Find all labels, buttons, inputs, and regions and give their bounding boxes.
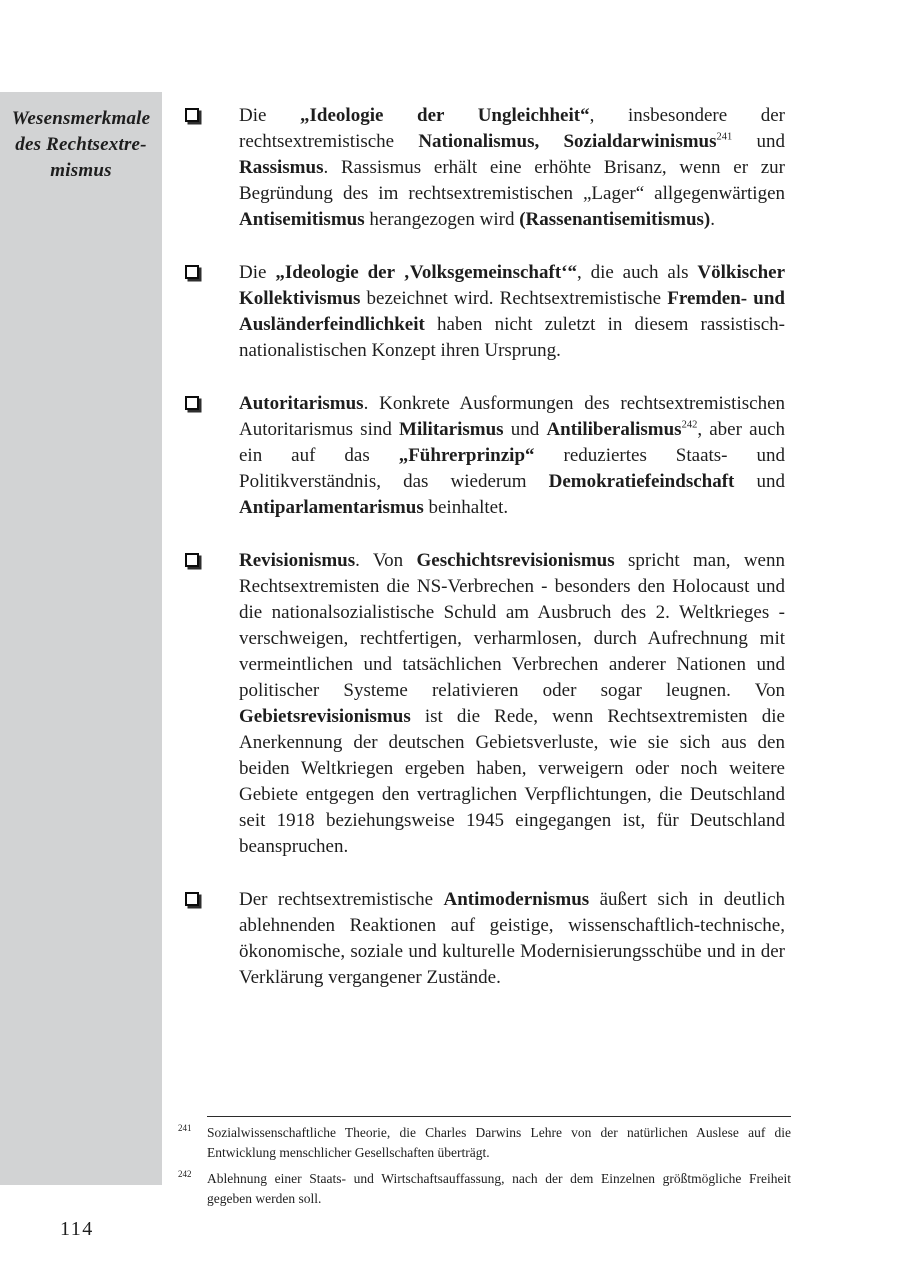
- bullet-paragraph: [239, 391, 785, 521]
- body-text: äußert sich in deutlich ablehnenden Reaktionen auf geistige, wissenschaftlich-technische, ökonomische, soziale und kulturelle Modernisierungsschübe und in der Verklärung vergangener Zustände.: [239, 889, 786, 988]
- margin-label: [0, 92, 162, 184]
- body-text: , aber auch ein auf das: [239, 419, 786, 466]
- emphasis-text: (Rassenantisemitismus): [519, 209, 711, 230]
- bullet-item: [185, 391, 790, 521]
- margin-label-line: mismus: [50, 160, 112, 181]
- body-text: . Rassismus erhält eine erhöhte Brisanz, wenn er zur Begründung des im rechtsextremistischen „Lager“ allgegenwärtigen: [239, 157, 785, 204]
- bullet-item: [185, 548, 790, 860]
- emphasis-text: Militarismus: [399, 419, 504, 440]
- emphasis-text: Fremden- und Ausländerfeindlichkeit: [239, 288, 785, 335]
- body-text: , die auch als: [576, 262, 698, 283]
- emphasis-text: Autoritarismus: [239, 393, 364, 414]
- emphasis-text: Antiparlamentarismus: [239, 497, 424, 518]
- bullet-paragraph: [239, 887, 785, 991]
- bullet-item: [185, 887, 790, 991]
- emphasis-text: Völkischer Kollektivismus: [239, 262, 786, 309]
- checkbox-bullet-icon: [185, 108, 199, 122]
- body-text: und: [503, 419, 547, 440]
- body-text: haben nicht zuletzt in diesem rassistisch-nationalistischen Konzept ihren Ursprung.: [239, 314, 785, 361]
- body-text: Die: [239, 105, 301, 126]
- emphasis-text: Antiliberalismus: [546, 419, 682, 440]
- emphasis-text: Revisionismus: [239, 550, 356, 571]
- emphasis-text: Gebietsrevisionismus: [239, 706, 411, 727]
- margin-label-line: des Rechtsextre-: [15, 134, 147, 155]
- body-text: und: [734, 471, 785, 492]
- bullet-list: [185, 103, 790, 1018]
- footnote-list: [178, 1123, 791, 1209]
- body-text: und: [732, 131, 785, 152]
- footnote-text: Sozialwissenschaftliche Theorie, die Charles Darwins Lehre von der natürlichen Auslese auf die Entwicklung menschlicher Gesellschaften überträgt.: [207, 1125, 791, 1160]
- checkbox-bullet-icon: [185, 892, 199, 906]
- bullet-item: [185, 260, 790, 364]
- checkbox-bullet-icon: [185, 265, 199, 279]
- emphasis-text: Antimodernismus: [443, 889, 590, 910]
- body-text: [539, 131, 563, 152]
- body-text: bezeichnet wird. Rechtsextremistische: [360, 288, 668, 309]
- bullet-paragraph: [239, 548, 785, 860]
- footnote-reference: 241: [716, 131, 733, 143]
- emphasis-text: Rassismus: [239, 157, 324, 178]
- emphasis-text: „Ideologie der Ungleichheit“: [300, 105, 590, 126]
- footnote-item: [178, 1169, 791, 1209]
- bullet-paragraph: [239, 103, 785, 233]
- body-text: , insbesondere der rechtsextremistische: [239, 105, 785, 152]
- body-text: . Konkrete Ausformungen des rechtsextremistischen Autoritarismus sind: [239, 393, 785, 440]
- footnote-divider: [207, 1116, 791, 1117]
- emphasis-text: Demokratiefeindschaft: [548, 471, 735, 492]
- body-text: ist die Rede, wenn Rechtsextremisten die Anerkennung der deutschen Gebietsverluste, wie sie sich aus den beiden Weltkriegen ergeben haben, verweigern oder noch weitere Gebiete entgegen den vertraglichen Verpflichtungen, die Deutschland seit 1918 beziehungsweise 1945 eingegangen ist, für Deutschland beanspruchen.: [239, 706, 785, 857]
- body-text: herangezogen wird: [364, 209, 520, 230]
- margin-sidebar: [0, 92, 162, 1185]
- body-text: beinhaltet.: [423, 497, 509, 518]
- footnote-reference: 242: [681, 419, 698, 431]
- body-text: . Von: [355, 550, 417, 571]
- emphasis-text: Antisemitismus: [239, 209, 365, 230]
- footnote-item: [178, 1123, 791, 1163]
- checkbox-bullet-icon: [185, 553, 199, 567]
- emphasis-text: „Ideologie der ‚Volksgemeinschaft‘“: [275, 262, 577, 283]
- margin-label-line: Wesensmerkmale: [11, 108, 151, 129]
- checkbox-bullet-icon: [185, 396, 199, 410]
- emphasis-text: Sozialdarwinismus: [563, 131, 717, 152]
- footnotes-section: [178, 1116, 791, 1209]
- body-text: .: [710, 209, 716, 230]
- emphasis-text: Nationalismus,: [418, 131, 540, 152]
- body-text: Die: [239, 262, 276, 283]
- bullet-paragraph: [239, 260, 785, 364]
- page-number: 114: [60, 1218, 94, 1240]
- emphasis-text: Geschichtsrevisionismus: [416, 550, 615, 571]
- footnote-marker: 241: [178, 1123, 192, 1133]
- footnote-marker: 242: [178, 1169, 192, 1179]
- footnote-text: Ablehnung einer Staats- und Wirtschaftsauffassung, nach der dem Einzelnen größtmögliche Freiheit gegeben werden soll.: [207, 1171, 791, 1206]
- body-text: spricht man, wenn Rechtsextremisten die NS-Verbrechen - besonders den Holocaust und die nationalsozialistische Schuld am Ausbruch des 2. Weltkrieges - verschweigen, rechtfertigen, verharmlosen, durch Aufrechnung mit vermeintlichen und tatsächlichen Verbrechen anderer Nationen und politischer Systeme relativieren oder sogar leugnen. Von: [239, 550, 785, 701]
- bullet-item: [185, 103, 790, 233]
- body-text: reduziertes Staats- und Politikverständnis, das wiederum: [239, 445, 785, 492]
- emphasis-text: „Führerprinzip“: [398, 445, 535, 466]
- body-text: Der rechtsextremistische: [239, 889, 444, 910]
